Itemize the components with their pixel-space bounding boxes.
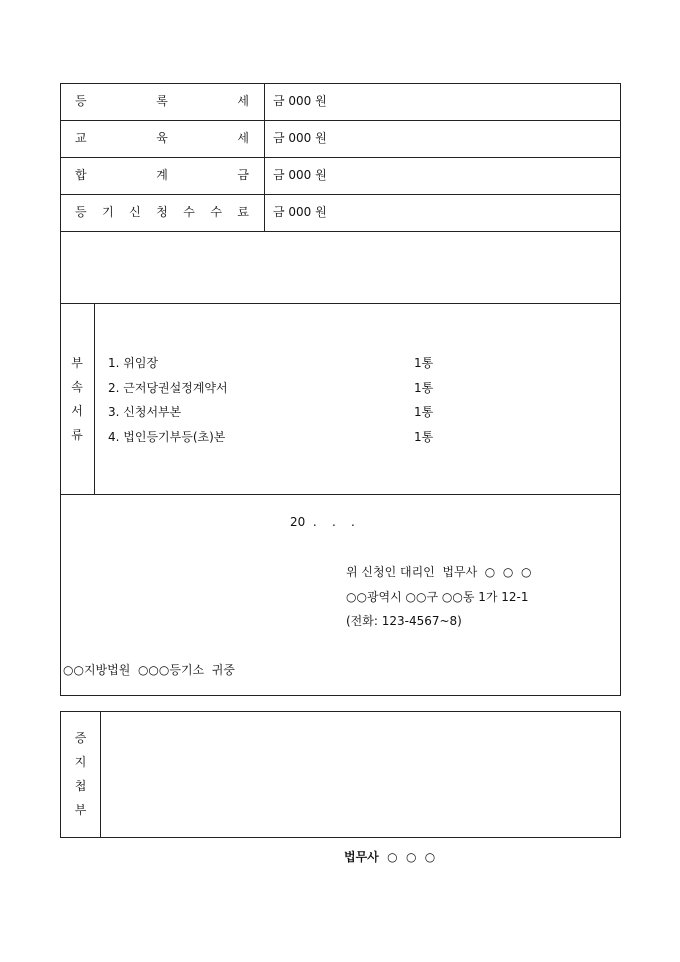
fee-label-education-tax: 교 육 세 xyxy=(75,131,249,145)
evidence-side-label: 증 지 첩 부 xyxy=(74,731,87,817)
application-date: 20 . . . xyxy=(290,515,355,529)
row-divider xyxy=(60,303,621,304)
list-item: 2. 근저당권설정계약서 1통 xyxy=(108,380,434,395)
attachments-side-label: 부 속 서 류 xyxy=(71,356,83,442)
addressee: ○○지방법원 ○○○등기소 귀중 xyxy=(63,663,235,677)
list-item: 4. 법인등기부등(초)본 1통 xyxy=(108,429,434,444)
fee-label-application-fee: 등 기 신 청 수 수 료 xyxy=(75,205,249,219)
list-item: 1. 위임장 1통 xyxy=(108,356,434,370)
fee-value-registration-tax: 금 000 원 xyxy=(273,94,327,108)
fee-column-divider xyxy=(264,83,265,231)
fee-label-registration-tax: 등 록 세 xyxy=(75,94,249,108)
fee-value-total: 금 000 원 xyxy=(273,168,327,182)
evidence-column-divider xyxy=(100,711,101,838)
agent-address: ○○광역시 ○○구 ○○동 1가 12-1 xyxy=(346,590,529,604)
agent-phone: (전화: 123-4567~8) xyxy=(346,614,462,628)
row-divider xyxy=(60,494,621,495)
evidence-stamp-box xyxy=(60,711,621,838)
list-item: 3. 신청서부본 1통 xyxy=(108,405,434,419)
agent-signature: 위 신청인 대리인 법무사 ○ ○ ○ xyxy=(346,565,532,579)
fee-label-total: 합 계 금 xyxy=(75,168,249,182)
fee-value-application-fee: 금 000 원 xyxy=(273,205,327,219)
row-divider xyxy=(60,231,621,232)
attachments-list xyxy=(108,351,448,449)
fee-value-education-tax: 금 000 원 xyxy=(273,131,327,145)
attachment-column-divider xyxy=(94,303,95,494)
footer-signer: 법무사 ○ ○ ○ xyxy=(344,850,436,864)
